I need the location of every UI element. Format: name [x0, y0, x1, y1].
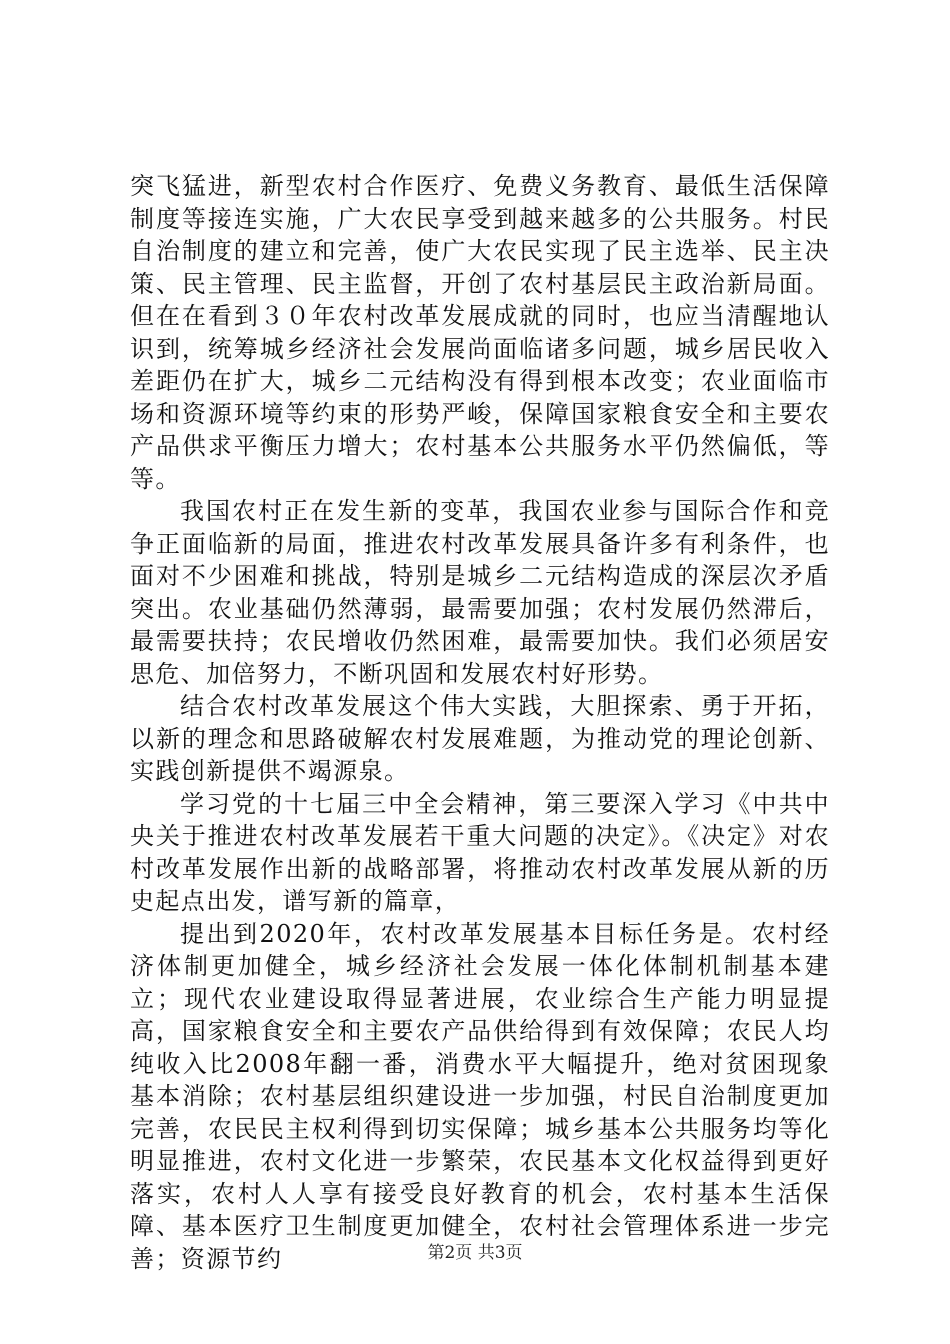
page-number-footer: 第2页 共3页: [427, 1243, 523, 1263]
document-body: [130, 170, 830, 1275]
paragraph-5: 提出到2020年，农村改革发展基本目标任务是。农村经济体制更加健全，城乡经济社会发展一体化体制机制基本建立；现代农业建设取得显著进展，农业综合生产能力明显提高，国家粮食安全和主要农产品供给得到有效保障；农民人均纯收入比2008年翻一番，消费水平大幅提升，绝对贫困现象基本消除；农村基层组织建设进一步加强，村民自治制度更加完善，农民民主权利得到切实保障；城乡基本公共服务均等化明显推进，农村文化进一步繁荣，农民基本文化权益得到更好落实，农村人人享有接受良好教育的机会，农村基本生活保障、基本医疗卫生制度更加健全，农村社会管理体系进一步完善；资源节约: [130, 919, 830, 1273]
paragraph-2: 我国农村正在发生新的变革，我国农业参与国际合作和竞争正面临新的局面，推进农村改革发展具备许多有利条件，也面对不少困难和挑战，特别是城乡二元结构造成的深层次矛盾突出。农业基础仍然薄弱，最需要加强；农村发展仍然滞后，最需要扶持；农民增收仍然困难，最需要加快。我们必须居安思危、加倍努力，不断巩固和发展农村好形势。: [130, 497, 830, 688]
paragraph-4: 学习党的十七届三中全会精神，第三要深入学习《中共中央关于推进农村改革发展若干重大问题的决定》。《决定》对农村改革发展作出新的战略部署，将推动农村改革发展从新的历史起点出发，谱写新的篇章，: [130, 789, 830, 915]
paragraph-1: 突飞猛进，新型农村合作医疗、免费义务教育、最低生活保障制度等接连实施，广大农民享受到越来越多的公共服务。村民自治制度的建立和完善，使广大农民实现了民主选举、民主决策、民主管理、民主监督，开创了农村基层民主政治新局面。但在在看到３０年农村改革发展成就的同时，也应当清醒地认识到，统筹城乡经济社会发展尚面临诸多问题，城乡居民收入差距仍在扩大，城乡二元结构没有得到根本改变；农业面临市场和资源环境等约束的形势严峻，保障国家粮食安全和主要农产品供求平衡压力增大；农村基本公共服务水平仍然偏低，等等。: [130, 172, 830, 493]
paragraph-3: 结合农村改革发展这个伟大实践，大胆探索、勇于开拓，以新的理念和思路破解农村发展难题，为推动党的理论创新、实践创新提供不竭源泉。: [130, 692, 830, 785]
